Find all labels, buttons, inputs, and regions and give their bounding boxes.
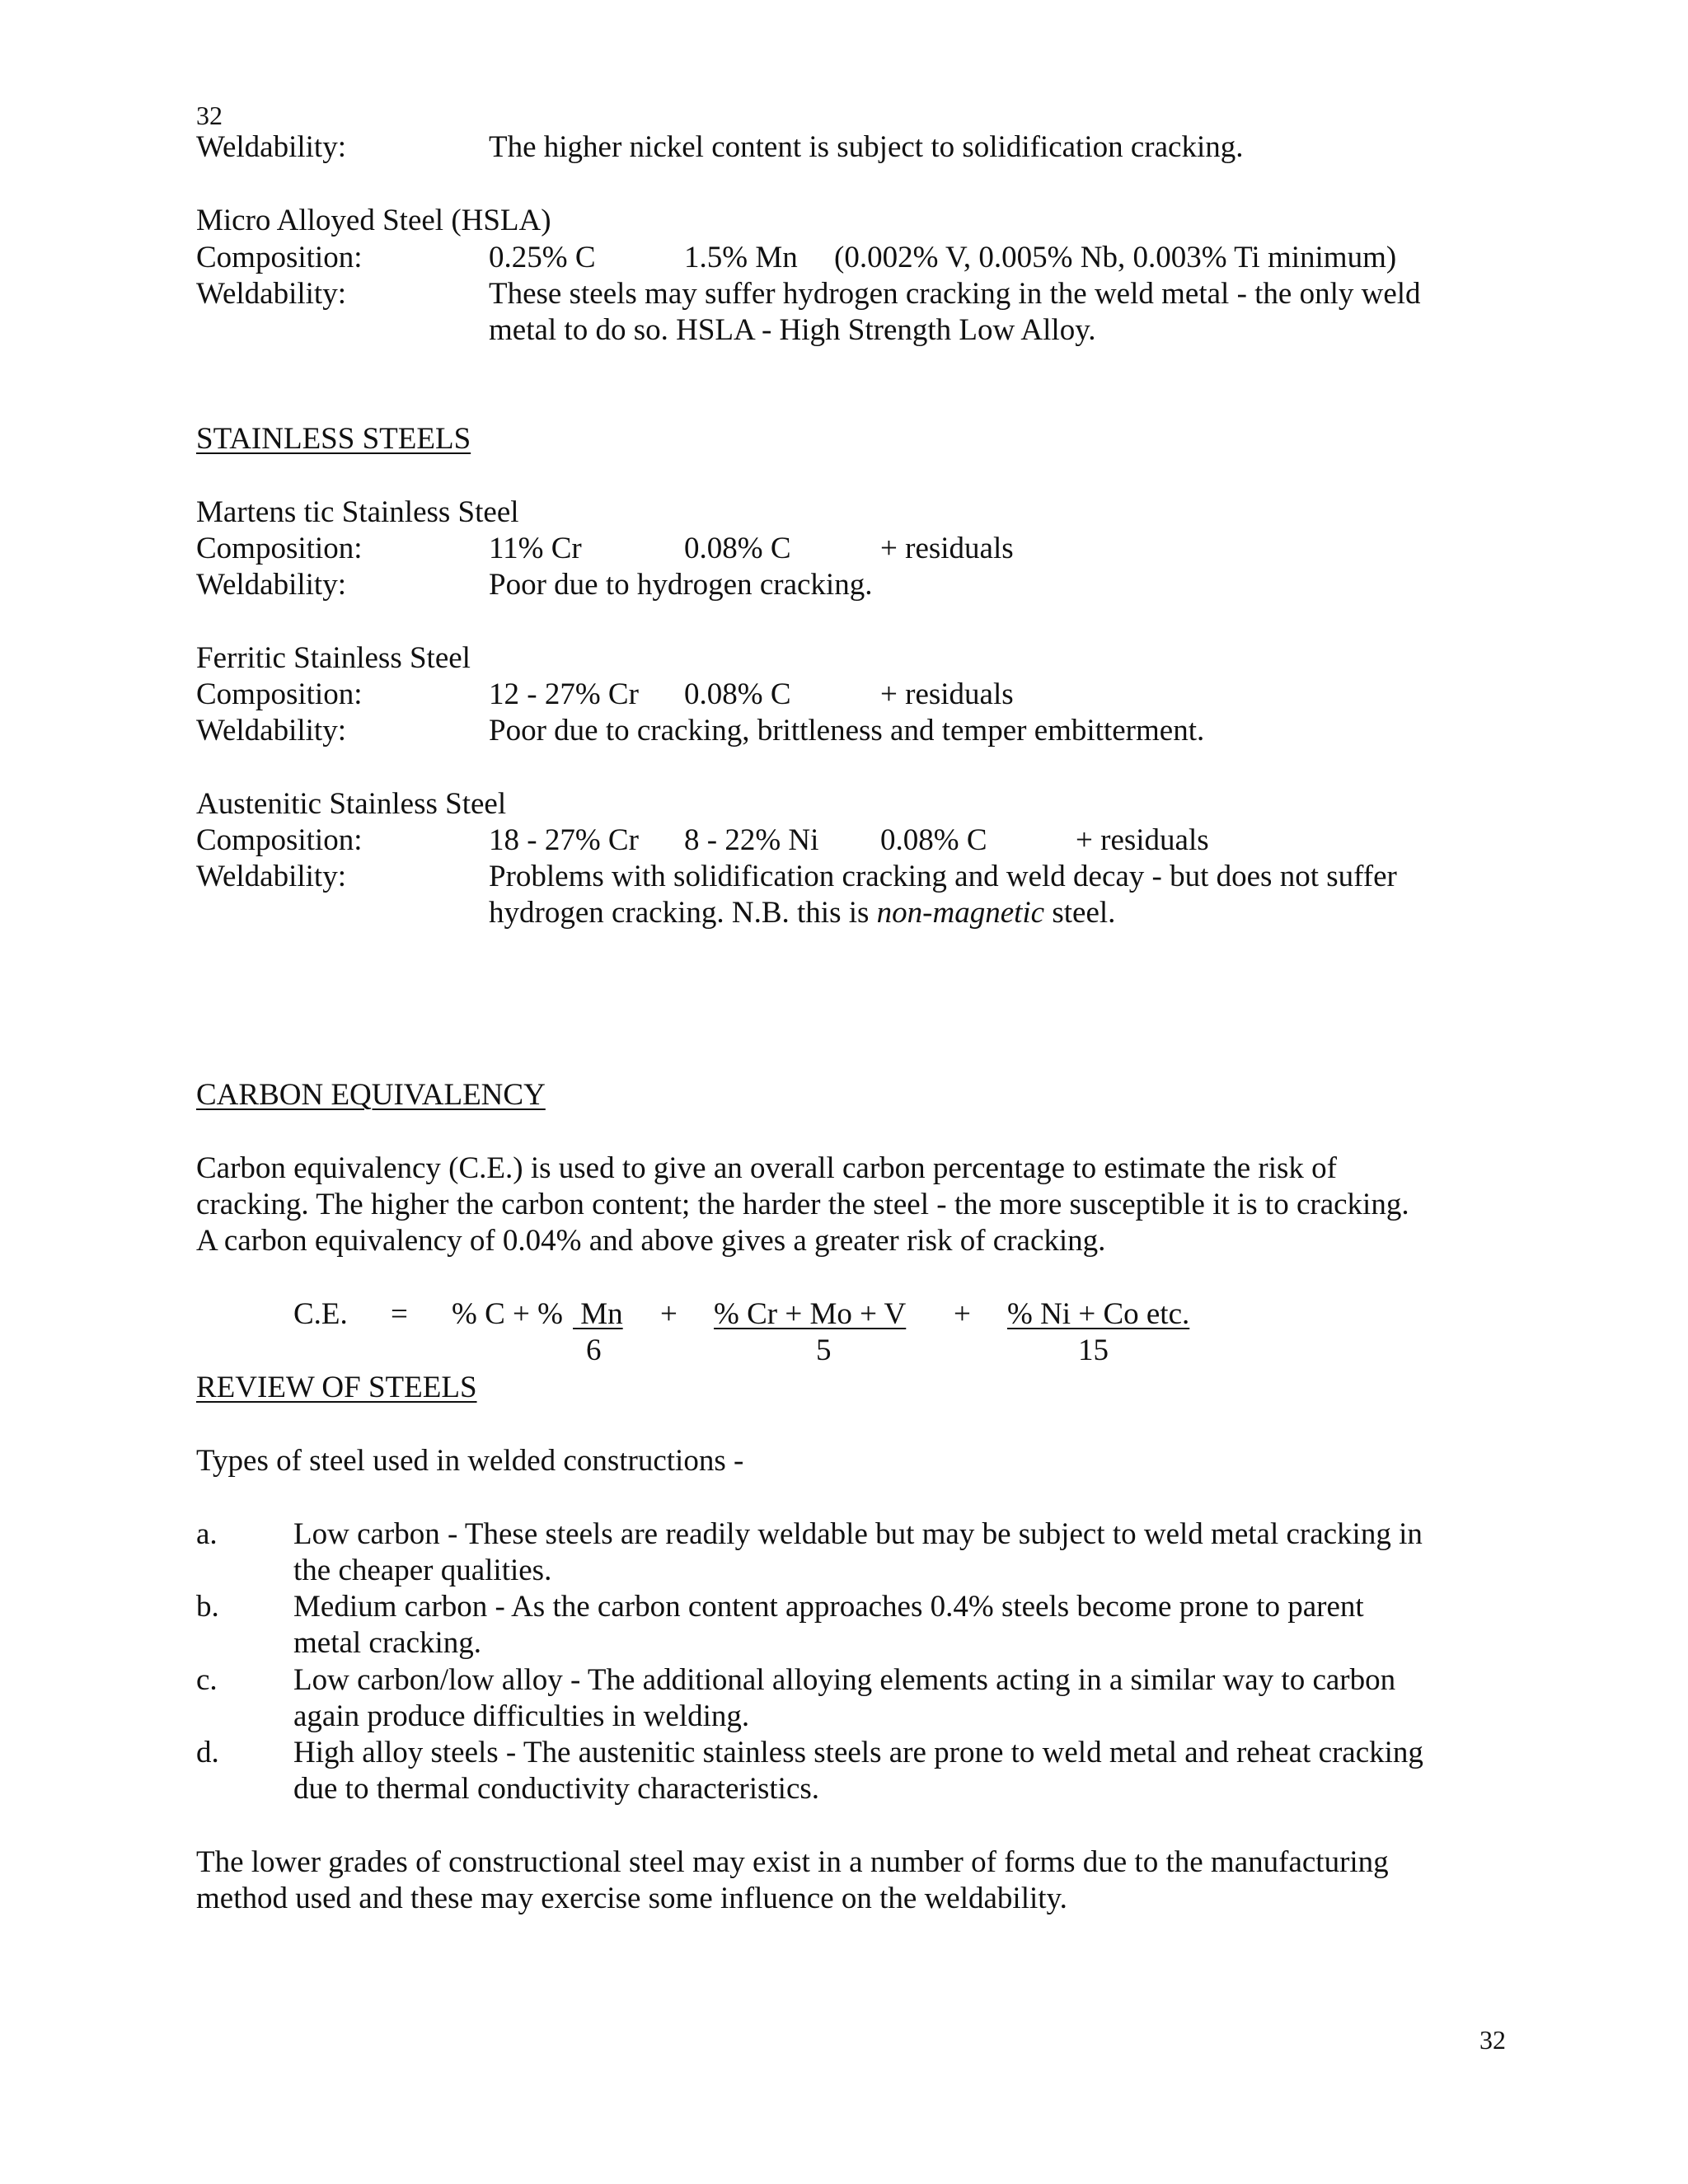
intro-weldability-label: Weldability:	[196, 130, 346, 164]
martensitic-title: Martens tic Stainless Steel	[196, 495, 519, 529]
austenitic-title: Austenitic Stainless Steel	[196, 787, 507, 821]
page-number-bottom: 32	[1479, 2025, 1506, 2055]
austenitic-composition-residuals: + residuals	[1076, 823, 1209, 857]
carbon-para-line2: cracking. The higher the carbon content; the harder the steel - the more susceptible it is to cracking.	[196, 1188, 1409, 1221]
martensitic-weldability: Poor due to hydrogen cracking.	[489, 568, 873, 602]
page-number-top: 32	[196, 101, 223, 130]
hsla-weldability-label: Weldability:	[196, 277, 346, 311]
carbon-para-line1: Carbon equivalency (C.E.) is used to give an overall carbon percentage to estimate the risk of	[196, 1151, 1337, 1185]
austenitic-composition-ni: 8 - 22% Ni	[684, 823, 819, 857]
hsla-composition-c: 0.25% C	[489, 241, 596, 274]
ferritic-weldability-label: Weldability:	[196, 714, 346, 748]
martensitic-weldability-label: Weldability:	[196, 568, 346, 602]
formula-equals: =	[391, 1297, 408, 1331]
intro-weldability-text: The higher nickel content is subject to solidification cracking.	[489, 130, 1244, 164]
austenitic-weldability-label: Weldability:	[196, 860, 346, 893]
austenitic-composition-cr: 18 - 27% Cr	[489, 823, 639, 857]
hsla-composition-label: Composition:	[196, 241, 363, 274]
review-item-c-marker: c.	[196, 1663, 218, 1697]
ferritic-title: Ferritic Stainless Steel	[196, 641, 471, 675]
ferritic-weldability: Poor due to cracking, brittleness and temper embitterment.	[489, 714, 1205, 748]
review-item-d-line2: due to thermal conductivity characteristics.	[293, 1772, 820, 1806]
review-item-a-line2: the cheaper qualities.	[293, 1554, 552, 1587]
martensitic-composition-c: 0.08% C	[684, 532, 791, 565]
carbon-para-line3: A carbon equivalency of 0.04% and above gives a greater risk of cracking.	[196, 1224, 1106, 1258]
martensitic-composition-residuals: + residuals	[880, 532, 1014, 565]
carbon-equivalency-heading: CARBON EQUIVALENCY	[196, 1078, 546, 1112]
review-item-c-line1: Low carbon/low alloy - The additional alloying elements acting in a similar way to carbon	[293, 1663, 1396, 1697]
austenitic-weldability-line2	[489, 894, 1115, 931]
hsla-composition-mn: 1.5% Mn	[684, 241, 798, 274]
review-item-c-line2: again produce difficulties in welding.	[293, 1699, 750, 1733]
review-item-a-line1: Low carbon - These steels are readily weldable but may be subject to weld metal cracking in	[293, 1517, 1423, 1551]
review-intro: Types of steel used in welded constructions -	[196, 1444, 744, 1478]
martensitic-composition-cr: 11% Cr	[489, 532, 582, 565]
austenitic-weldability-line1: Problems with solidification cracking and weld decay - but does not suffer	[489, 860, 1397, 893]
review-item-b-line1: Medium carbon - As the carbon content approaches 0.4% steels become prone to parent	[293, 1590, 1364, 1624]
hsla-title: Micro Alloyed Steel (HSLA)	[196, 204, 551, 237]
ferritic-composition-residuals: + residuals	[880, 677, 1014, 711]
hsla-weldability-line2: metal to do so. HSLA - High Strength Low Alloy.	[489, 313, 1096, 347]
review-item-d-line1: High alloy steels - The austenitic stainless steels are prone to weld metal and reheat cracking	[293, 1736, 1423, 1769]
ferritic-composition-c: 0.08% C	[684, 677, 791, 711]
formula-term1-prefix: % C + %	[452, 1297, 563, 1331]
austenitic-weldability-line2-b: steel.	[1044, 896, 1116, 930]
austenitic-weldability-line2-a: hydrogen cracking. N.B. this is	[489, 896, 877, 930]
formula-plus-2: +	[954, 1297, 971, 1331]
hsla-weldability-line1: These steels may suffer hydrogen cracking in the weld metal - the only weld	[489, 277, 1421, 311]
formula-term2-denominator: 5	[816, 1333, 832, 1367]
closing-para-line1: The lower grades of constructional steel may exist in a number of forms due to the manufacturing	[196, 1845, 1389, 1879]
review-item-d-marker: d.	[196, 1736, 219, 1769]
martensitic-composition-label: Composition:	[196, 532, 363, 565]
formula-lhs: C.E.	[293, 1297, 348, 1331]
formula-term1-numerator: Mn	[573, 1297, 623, 1331]
formula-plus-1: +	[660, 1297, 678, 1331]
formula-term3-numerator: % Ni + Co etc.	[1007, 1297, 1190, 1331]
review-item-b-line2: metal cracking.	[293, 1626, 482, 1660]
austenitic-composition-c: 0.08% C	[880, 823, 987, 857]
review-item-b-marker: b.	[196, 1590, 219, 1624]
ferritic-composition-cr: 12 - 27% Cr	[489, 677, 639, 711]
review-item-a-marker: a.	[196, 1517, 218, 1551]
closing-para-line2: method used and these may exercise some influence on the weldability.	[196, 1882, 1067, 1915]
hsla-composition-extra: (0.002% V, 0.005% Nb, 0.003% Ti minimum)	[834, 241, 1397, 274]
stainless-steels-heading: STAINLESS STEELS	[196, 422, 471, 456]
formula-term3-denominator: 15	[1078, 1333, 1109, 1367]
formula-term1-denominator: 6	[586, 1333, 602, 1367]
review-of-steels-heading: REVIEW OF STEELS	[196, 1371, 477, 1404]
ferritic-composition-label: Composition:	[196, 677, 363, 711]
austenitic-weldability-line2-emphasis: non-magnetic	[876, 896, 1045, 930]
formula-term2-numerator: % Cr + Mo + V	[714, 1297, 907, 1331]
austenitic-composition-label: Composition:	[196, 823, 363, 857]
